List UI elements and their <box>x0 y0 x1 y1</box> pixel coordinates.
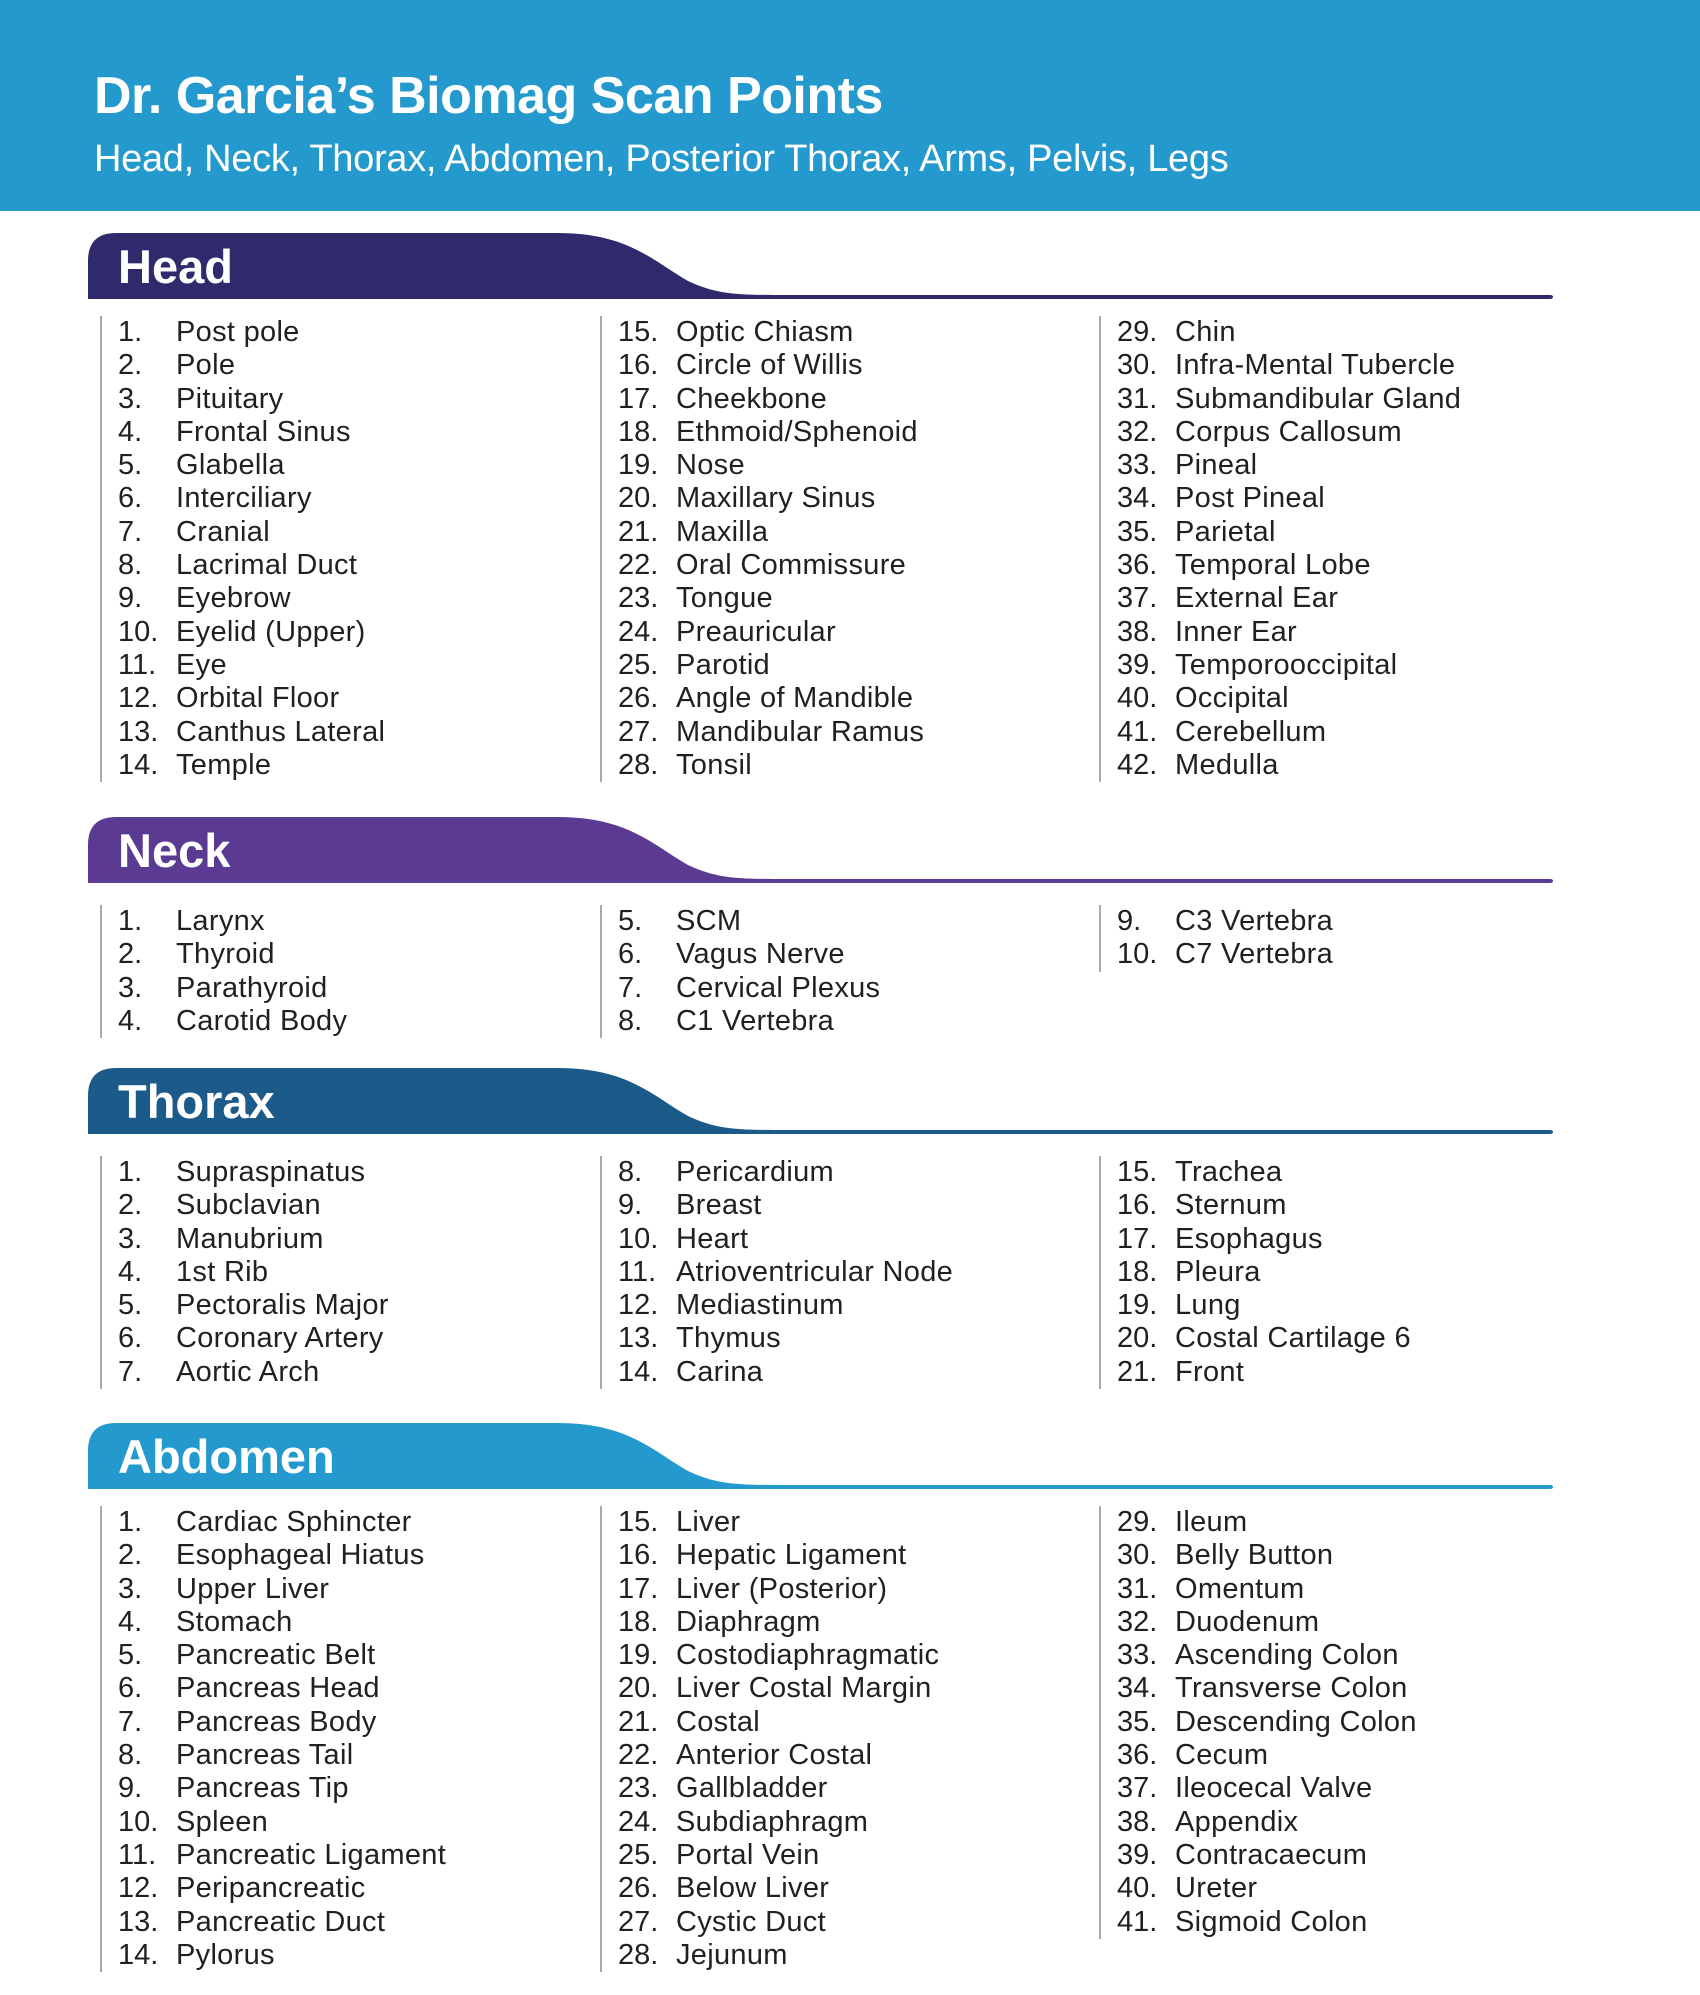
item-number: 16. <box>618 349 659 382</box>
item-label: C3 Vertebra <box>1175 905 1334 937</box>
page-header <box>0 0 1700 211</box>
item-column-3 <box>1099 316 1462 782</box>
item-label: Liver (Posterior) <box>676 1572 888 1605</box>
item-number: 29. <box>1117 1506 1158 1538</box>
section-header-band <box>88 1423 1553 1493</box>
item-number: 24. <box>618 1805 659 1838</box>
item-label: Interciliary <box>176 482 312 515</box>
section-header-band <box>88 817 1553 887</box>
section-header-shape <box>88 1068 1553 1138</box>
item-number: 2. <box>118 349 143 382</box>
item-number: 39. <box>1117 648 1158 681</box>
item-label: Canthus Lateral <box>176 715 386 748</box>
item-label: Corpus Callosum <box>1175 415 1402 448</box>
item-label: Costodiaphragmatic <box>676 1639 940 1672</box>
item-label: Pectoralis Major <box>176 1289 389 1322</box>
item-label: Heart <box>676 1222 749 1255</box>
item-label: Mandibular Ramus <box>676 715 925 748</box>
item-label: Upper Liver <box>176 1572 330 1605</box>
item-label: Optic Chiasm <box>676 316 854 348</box>
item-label: Lung <box>1175 1289 1241 1322</box>
item-label: Esophageal Hiatus <box>176 1539 425 1572</box>
item-number: 4. <box>118 415 143 448</box>
item-label: Esophagus <box>1175 1222 1323 1255</box>
item-number: 9. <box>118 1772 143 1805</box>
item-number: 8. <box>118 549 143 582</box>
item-label: Post pole <box>176 316 300 348</box>
item-label: Post Pineal <box>1175 482 1325 515</box>
item-number: 32. <box>1117 415 1158 448</box>
item-number: 28. <box>618 748 659 781</box>
item-label: Sigmoid Colon <box>1175 1905 1368 1938</box>
item-label: SCM <box>676 905 742 937</box>
item-number: 36. <box>1117 1739 1158 1772</box>
item-number: 3. <box>118 971 143 1004</box>
item-number: 19. <box>1117 1289 1158 1322</box>
item-label: Pancreas Tip <box>176 1772 349 1805</box>
item-number: 5. <box>118 1639 143 1672</box>
item-number: 10. <box>118 1805 159 1838</box>
item-label: Cystic Duct <box>676 1905 826 1938</box>
item-number: 2. <box>118 938 143 971</box>
item-number: 11. <box>118 1838 157 1871</box>
item-number: 15. <box>1117 1156 1158 1188</box>
item-label: Atrioventricular Node <box>676 1255 954 1288</box>
item-label: Stomach <box>176 1605 293 1638</box>
item-number: 25. <box>618 648 659 681</box>
item-label: Pancreatic Duct <box>176 1905 386 1938</box>
item-label: Front <box>1175 1355 1245 1388</box>
item-column-1 <box>100 316 386 782</box>
item-label: Pericardium <box>676 1156 835 1188</box>
item-label: Pituitary <box>176 382 284 415</box>
item-label: Pancreas Head <box>176 1672 380 1705</box>
item-label: Costal Cartilage 6 <box>1175 1322 1411 1355</box>
item-column-1 <box>100 905 348 1038</box>
item-number: 8. <box>618 1004 643 1037</box>
item-label: Contracaecum <box>1175 1838 1368 1871</box>
item-label: Parotid <box>676 648 770 681</box>
item-label: Medulla <box>1175 748 1279 781</box>
item-label: Omentum <box>1175 1572 1305 1605</box>
item-column-3 <box>1099 905 1334 972</box>
section-title: Neck <box>118 824 231 877</box>
item-number: 35. <box>1117 1705 1158 1738</box>
item-number: 5. <box>618 905 643 937</box>
section-header-fill <box>88 1068 1553 1134</box>
item-label: Tongue <box>676 582 773 615</box>
item-number: 18. <box>618 1605 659 1638</box>
item-label: Appendix <box>1175 1805 1299 1838</box>
item-label: Parathyroid <box>176 971 328 1004</box>
item-label: Thymus <box>676 1322 781 1355</box>
item-number: 21. <box>618 515 659 548</box>
item-column-3 <box>1099 1156 1411 1389</box>
item-label: Cheekbone <box>676 382 828 415</box>
item-number: 7. <box>118 515 143 548</box>
item-label: Oral Commissure <box>676 549 907 582</box>
item-number: 10. <box>1117 938 1158 971</box>
item-number: 8. <box>618 1156 643 1188</box>
item-label: Belly Button <box>1175 1539 1334 1572</box>
item-column-1 <box>100 1156 389 1389</box>
item-label: Anterior Costal <box>676 1739 873 1772</box>
item-label: Hepatic Ligament <box>676 1539 907 1572</box>
section-title: Head <box>118 240 233 293</box>
item-label: Ascending Colon <box>1175 1639 1399 1672</box>
item-label: Orbital Floor <box>176 682 340 715</box>
page-title: Dr. Garcia’s Biomag Scan Points <box>94 67 883 125</box>
item-label: Mediastinum <box>676 1289 844 1322</box>
item-number: 18. <box>618 415 659 448</box>
item-number: 20. <box>618 1672 659 1705</box>
item-number: 21. <box>1117 1355 1158 1388</box>
item-number: 40. <box>1117 1872 1158 1905</box>
item-number: 36. <box>1117 549 1158 582</box>
item-number: 6. <box>118 1672 143 1705</box>
item-number: 9. <box>118 582 143 615</box>
item-column-3 <box>1099 1506 1417 1939</box>
item-label: Angle of Mandible <box>676 682 914 715</box>
item-label: Sternum <box>1175 1189 1287 1222</box>
item-column-1 <box>100 1506 447 1972</box>
section-header-fill <box>88 817 1553 883</box>
item-number: 27. <box>618 715 659 748</box>
item-number: 25. <box>618 1838 659 1871</box>
item-column-2 <box>600 1506 940 1972</box>
item-label: Thyroid <box>176 938 275 971</box>
item-label: Pancreatic Ligament <box>176 1838 447 1871</box>
item-number: 9. <box>1117 905 1142 937</box>
item-number: 1. <box>118 316 143 348</box>
section-title: Thorax <box>118 1075 275 1128</box>
item-number: 11. <box>118 648 157 681</box>
item-label: Cardiac Sphincter <box>176 1506 412 1538</box>
item-label: Glabella <box>176 449 285 482</box>
item-label: Tonsil <box>676 748 752 781</box>
item-label: Descending Colon <box>1175 1705 1417 1738</box>
section-header-shape <box>88 817 1553 887</box>
item-number: 26. <box>618 682 659 715</box>
item-number: 35. <box>1117 515 1158 548</box>
item-number: 16. <box>1117 1189 1158 1222</box>
item-number: 15. <box>618 316 659 348</box>
item-number: 3. <box>118 1222 143 1255</box>
item-label: Pole <box>176 349 236 382</box>
item-number: 32. <box>1117 1605 1158 1638</box>
item-number: 33. <box>1117 1639 1158 1672</box>
item-label: Gallbladder <box>676 1772 828 1805</box>
item-label: Chin <box>1175 316 1236 348</box>
item-label: Temple <box>176 748 272 781</box>
item-number: 24. <box>618 615 659 648</box>
item-number: 41. <box>1117 1905 1158 1938</box>
item-label: Peripancreatic <box>176 1872 366 1905</box>
item-label: Diaphragm <box>676 1605 821 1638</box>
item-label: Circle of Willis <box>676 349 863 382</box>
item-label: Coronary Artery <box>176 1322 384 1355</box>
item-number: 17. <box>618 1572 659 1605</box>
item-number: 33. <box>1117 449 1158 482</box>
item-number: 13. <box>118 715 159 748</box>
item-number: 21. <box>618 1705 659 1738</box>
item-number: 7. <box>118 1705 143 1738</box>
item-number: 22. <box>618 549 659 582</box>
item-label: Transverse Colon <box>1175 1672 1408 1705</box>
item-number: 41. <box>1117 715 1158 748</box>
item-number: 3. <box>118 382 143 415</box>
item-label: Aortic Arch <box>176 1355 320 1388</box>
item-number: 9. <box>618 1189 643 1222</box>
item-label: Infra-Mental Tubercle <box>1175 349 1456 382</box>
item-number: 23. <box>618 582 659 615</box>
item-label: Maxilla <box>676 515 769 548</box>
item-label: Ileocecal Valve <box>1175 1772 1373 1805</box>
item-label: C1 Vertebra <box>676 1004 835 1037</box>
item-number: 20. <box>1117 1322 1158 1355</box>
item-number: 37. <box>1117 1772 1158 1805</box>
item-number: 19. <box>618 1639 659 1672</box>
item-number: 31. <box>1117 1572 1158 1605</box>
item-number: 2. <box>118 1539 143 1572</box>
item-label: Trachea <box>1175 1156 1283 1188</box>
item-label: Lacrimal Duct <box>176 549 358 582</box>
item-label: Costal <box>676 1705 760 1738</box>
item-number: 30. <box>1117 349 1158 382</box>
item-label: Vagus Nerve <box>676 938 845 971</box>
item-label: Temporal Lobe <box>1175 549 1371 582</box>
item-number: 13. <box>618 1322 659 1355</box>
item-number: 12. <box>118 1872 159 1905</box>
item-number: 17. <box>1117 1222 1158 1255</box>
item-number: 5. <box>118 449 143 482</box>
section-title: Abdomen <box>118 1430 335 1483</box>
item-number: 19. <box>618 449 659 482</box>
item-number: 22. <box>618 1739 659 1772</box>
item-label: Temporooccipital <box>1175 648 1398 681</box>
item-number: 5. <box>118 1289 143 1322</box>
item-label: Pineal <box>1175 449 1258 482</box>
item-label: Pancreatic Belt <box>176 1639 376 1672</box>
item-label: Pancreas Tail <box>176 1739 354 1772</box>
item-number: 23. <box>618 1772 659 1805</box>
section-header-shape <box>88 233 1553 303</box>
item-label: Ethmoid/Sphenoid <box>676 415 918 448</box>
item-number: 7. <box>118 1355 143 1388</box>
item-number: 31. <box>1117 382 1158 415</box>
item-label: Larynx <box>176 905 265 937</box>
item-label: Duodenum <box>1175 1605 1320 1638</box>
item-number: 14. <box>618 1355 659 1388</box>
item-number: 30. <box>1117 1539 1158 1572</box>
item-number: 34. <box>1117 1672 1158 1705</box>
item-number: 10. <box>118 615 159 648</box>
item-label: Frontal Sinus <box>176 415 351 448</box>
item-column-2 <box>600 1156 954 1389</box>
item-label: Eyebrow <box>176 582 291 615</box>
item-number: 12. <box>618 1289 659 1322</box>
item-number: 37. <box>1117 582 1158 615</box>
item-label: Cranial <box>176 515 270 548</box>
item-number: 20. <box>618 482 659 515</box>
item-column-2 <box>600 316 925 782</box>
item-label: Portal Vein <box>676 1838 820 1871</box>
item-label: Eye <box>176 648 227 681</box>
item-label: Occipital <box>1175 682 1289 715</box>
item-number: 34. <box>1117 482 1158 515</box>
item-label: Maxillary Sinus <box>676 482 876 515</box>
item-number: 14. <box>118 1938 159 1971</box>
item-number: 26. <box>618 1872 659 1905</box>
item-label: Submandibular Gland <box>1175 382 1462 415</box>
section-header-band <box>88 233 1553 303</box>
item-number: 6. <box>118 1322 143 1355</box>
item-number: 14. <box>118 748 159 781</box>
item-number: 4. <box>118 1255 143 1288</box>
item-label: Liver <box>676 1506 741 1538</box>
item-label: Pleura <box>1175 1255 1261 1288</box>
item-label: External Ear <box>1175 582 1339 615</box>
item-label: Preauricular <box>676 615 836 648</box>
item-number: 6. <box>118 482 143 515</box>
item-column-2 <box>600 905 881 1038</box>
item-label: Manubrium <box>176 1222 324 1255</box>
item-label: Eyelid (Upper) <box>176 615 366 648</box>
item-label: C7 Vertebra <box>1175 938 1334 971</box>
item-number: 1. <box>118 905 143 937</box>
item-label: Pancreas Body <box>176 1705 377 1738</box>
item-number: 1. <box>118 1506 143 1538</box>
item-label: Supraspinatus <box>176 1156 366 1188</box>
item-number: 8. <box>118 1739 143 1772</box>
item-label: Carotid Body <box>176 1004 348 1037</box>
item-label: 1st Rib <box>176 1255 269 1288</box>
item-number: 2. <box>118 1189 143 1222</box>
item-number: 12. <box>118 682 159 715</box>
item-label: Pylorus <box>176 1938 275 1971</box>
item-label: Below Liver <box>676 1872 830 1905</box>
item-number: 39. <box>1117 1838 1158 1871</box>
item-label: Subdiaphragm <box>676 1805 869 1838</box>
item-label: Breast <box>676 1189 762 1222</box>
item-number: 38. <box>1117 1805 1158 1838</box>
item-label: Parietal <box>1175 515 1276 548</box>
item-label: Cerebellum <box>1175 715 1327 748</box>
item-number: 28. <box>618 1938 659 1971</box>
item-number: 29. <box>1117 316 1158 348</box>
item-number: 15. <box>618 1506 659 1538</box>
item-number: 4. <box>118 1605 143 1638</box>
item-number: 7. <box>618 971 643 1004</box>
section-header-fill <box>88 233 1553 299</box>
item-number: 38. <box>1117 615 1158 648</box>
item-label: Inner Ear <box>1175 615 1297 648</box>
item-number: 27. <box>618 1905 659 1938</box>
item-number: 17. <box>618 382 659 415</box>
item-number: 13. <box>118 1905 159 1938</box>
item-number: 4. <box>118 1004 143 1037</box>
item-label: Subclavian <box>176 1189 321 1222</box>
item-number: 6. <box>618 938 643 971</box>
item-label: Carina <box>676 1355 764 1388</box>
item-label: Cecum <box>1175 1739 1269 1772</box>
item-label: Cervical Plexus <box>676 971 881 1004</box>
item-label: Jejunum <box>676 1938 788 1971</box>
item-label: Ileum <box>1175 1506 1248 1538</box>
item-number: 10. <box>618 1222 659 1255</box>
item-label: Ureter <box>1175 1872 1258 1905</box>
item-number: 3. <box>118 1572 143 1605</box>
item-number: 1. <box>118 1156 143 1188</box>
section-header-band <box>88 1068 1553 1138</box>
item-label: Spleen <box>176 1805 269 1838</box>
item-label: Nose <box>676 449 745 482</box>
item-number: 16. <box>618 1539 659 1572</box>
item-number: 11. <box>618 1255 657 1288</box>
item-label: Liver Costal Margin <box>676 1672 932 1705</box>
item-number: 18. <box>1117 1255 1158 1288</box>
item-number: 42. <box>1117 748 1158 781</box>
page-subtitle: Head, Neck, Thorax, Abdomen, Posterior Thorax, Arms, Pelvis, Legs <box>94 138 1229 180</box>
item-number: 40. <box>1117 682 1158 715</box>
